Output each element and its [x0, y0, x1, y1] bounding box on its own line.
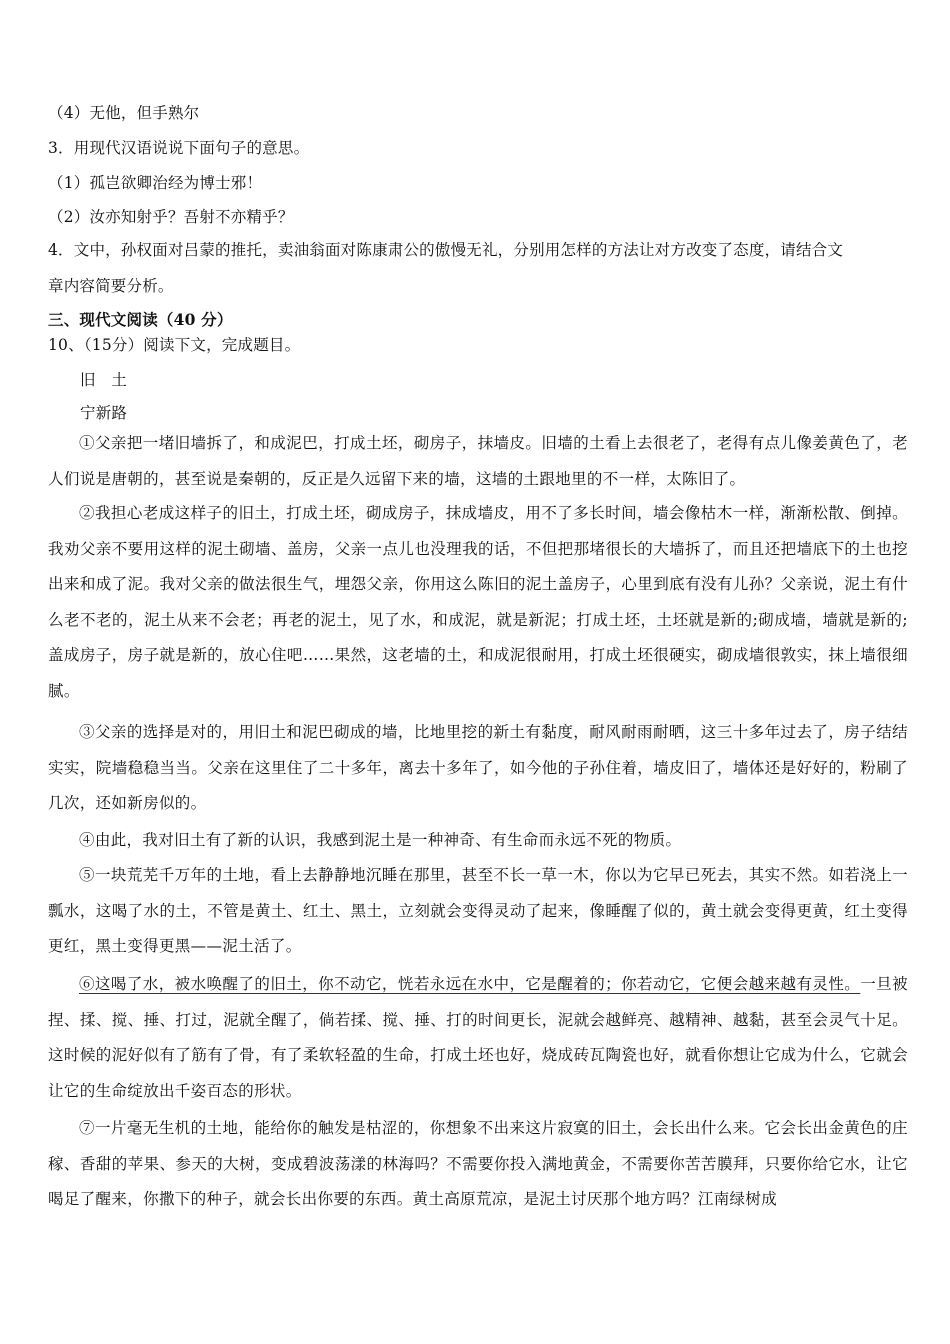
article-author: 宁新路	[80, 404, 128, 422]
article-paragraph-5: ⑤一块荒芜千万年的土地，看上去静静地沉睡在那里，甚至不长一草一木，你以为它早已死去，其实不然。如若浇上一瓢水，这喝了水的土，不管是黄土、红土、黑土，立刻就会变得灵动了起来，像睡醒了似的，黄土就会变得更黄，红土变得更红，黑土变得更黑——泥土活了。	[48, 866, 908, 956]
section-heading: 三、现代文阅读（40 分）	[48, 310, 233, 329]
question-10-prompt: 10、（15分）阅读下文，完成题目。	[48, 336, 301, 354]
question-3-prompt: 3．用现代汉语说说下面句子的意思。	[48, 139, 310, 157]
article-paragraph-4: ④由此，我对旧土有了新的认识，我感到泥土是一种神奇、有生命而永远不死的物质。	[79, 831, 682, 849]
question-3-item-1: （1）孤岂欲卿治经为博士邪！	[48, 174, 263, 192]
article-paragraph-7: ⑦一片毫无生机的土地，能给你的触发是枯涩的，你想象不出来这片寂寞的旧土，会长出什么来。它会长出金黄色的庄稼、香甜的苹果、参天的大树，变成碧波荡漾的林海吗？不需要你投入满地黄金，不需要你苦苦膜拜，只要你给它水，让它喝足了醒来，你撒下的种子，就会长出你要的东西。黄土高原荒凉，是泥土讨厌那个地方吗？江南绿树成	[48, 1119, 908, 1209]
underlined-sentence: ⑥这喝了水，被水唤醒了的旧土，你不动它，恍若永远在水中，它是醒着的；你若动它，它便会越来越有灵性。	[79, 975, 861, 993]
article-paragraph-6	[48, 967, 908, 1109]
article-title: 旧 土	[80, 371, 128, 389]
article-paragraph-6-rest: 一旦被捏、揉、搅、捶、打过，泥就全醒了，倘若揉、搅、捶、打的时间更长，泥就会越鲜亮、越精神、越黏，甚至会灵气十足。这时候的泥好似有了筋有了骨，有了柔软轻盈的生命，打成土坯也好，烧成砖瓦陶瓷也好，就看你想让它成为什么，它就会让它的生命绽放出千姿百态的形状。	[48, 975, 908, 1100]
article-paragraph-1: ①父亲把一堵旧墙拆了，和成泥巴，打成土坯，砌房子，抹墙皮。旧墙的土看上去很老了，老得有点儿像姜黄色了，老人们说是唐朝的，甚至说是秦朝的，反正是久远留下来的墙，这墙的土跟地里的不一样，太陈旧了。	[48, 434, 908, 488]
question-3-item-2: （2）汝亦知射乎？吾射不亦精乎？	[48, 208, 294, 226]
question-4-prompt-line-1: 4．文中，孙权面对吕蒙的推托，卖油翁面对陈康肃公的傲慢无礼，分别用怎样的方法让对方改变了态度，请结合文	[48, 241, 844, 259]
question-4-prompt-line-2: 章内容简要分析。	[48, 277, 174, 295]
question-2-item-4: （4）无他，但手熟尔	[48, 104, 200, 122]
article-paragraph-2: ②我担心老成这样子的旧土，打成土坯，砌成房子，抹成墙皮，用不了多长时间，墙会像枯木一样，渐渐松散、倒掉。我劝父亲不要用这样的泥土砌墙、盖房，父亲一点儿也没理我的话，不但把那堵很长的大墙拆了，而且还把墙底下的土也挖出来和成了泥。我对父亲的做法很生气，埋怨父亲，你用这么陈旧的泥土盖房子，心里到底有没有儿孙？父亲说，泥土有什么老不老的，泥土从来不会老；再老的泥土，见了水，和成泥，就是新泥；打成土坯，土坯就是新的;砌成墙，墙就是新的;盖成房子，房子就是新的，放心住吧……果然，这老墙的土，和成泥很耐用，打成土坯很硬实，砌成墙很敦实，抹上墙很细腻。	[48, 504, 908, 700]
article-paragraph-3: ③父亲的选择是对的，用旧土和泥巴砌成的墙，比地里挖的新土有黏度，耐风耐雨耐晒，这三十多年过去了，房子结结实实，院墙稳稳当当。父亲在这里住了二十多年，离去十多年了，如今他的子孙住着，墙皮旧了，墙体还是好好的，粉刷了几次，还如新房似的。	[48, 723, 908, 813]
